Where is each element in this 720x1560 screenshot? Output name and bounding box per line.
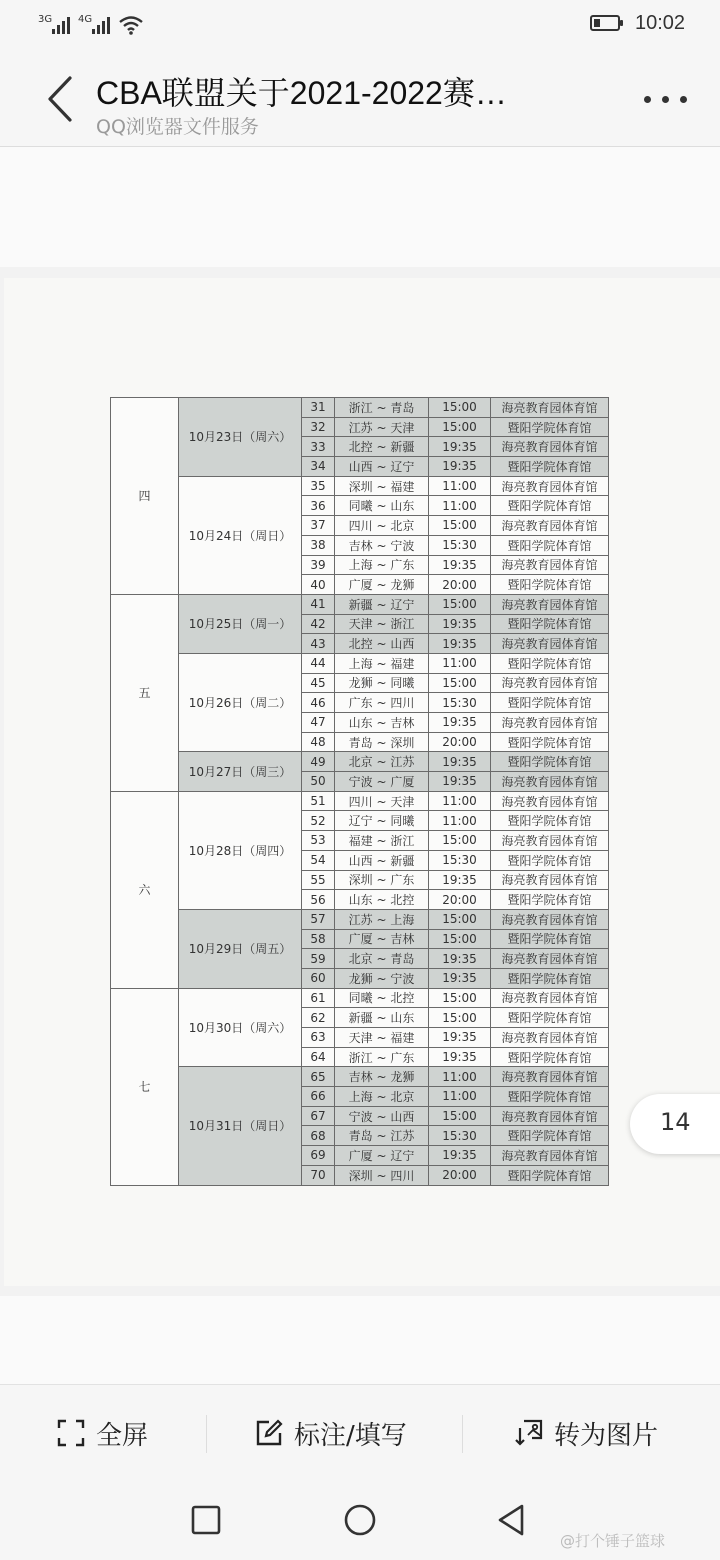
match-cell: 山东 ~ 北控 [335, 890, 429, 910]
venue-cell: 暨阳学院体育馆 [491, 1165, 609, 1185]
time-cell: 15:00 [429, 1008, 491, 1028]
date-cell: 10月27日（周三） [179, 752, 302, 791]
image-convert-icon [514, 1418, 544, 1448]
match-cell: 江苏 ~ 上海 [335, 909, 429, 929]
venue-cell: 暨阳学院体育馆 [491, 1047, 609, 1067]
time-cell: 15:00 [429, 417, 491, 437]
time-cell: 15:00 [429, 831, 491, 851]
convert-to-image-button[interactable] [514, 1415, 658, 1451]
table-row [111, 988, 609, 1008]
num-cell: 37 [302, 516, 335, 536]
match-cell: 北控 ~ 山西 [335, 634, 429, 654]
match-cell: 山东 ~ 吉林 [335, 713, 429, 733]
match-cell: 吉林 ~ 龙狮 [335, 1067, 429, 1087]
venue-cell: 海亮教育园体育馆 [491, 634, 609, 654]
num-cell: 58 [302, 929, 335, 949]
venue-cell: 海亮教育园体育馆 [491, 1028, 609, 1048]
venue-cell: 海亮教育园体育馆 [491, 713, 609, 733]
time-cell: 11:00 [429, 1087, 491, 1107]
table-row [111, 909, 609, 929]
schedule-table [110, 397, 609, 1186]
match-cell: 青岛 ~ 深圳 [335, 732, 429, 752]
annotate-label: 标注/填写 [294, 1420, 407, 1451]
time-cell: 19:35 [429, 870, 491, 890]
time-cell: 15:30 [429, 850, 491, 870]
edit-icon [254, 1418, 284, 1448]
match-cell: 广厦 ~ 龙狮 [335, 575, 429, 595]
convert-to-image-label: 转为图片 [554, 1420, 659, 1451]
venue-cell: 海亮教育园体育馆 [491, 398, 609, 418]
bottom-toolbar [0, 1384, 720, 1481]
match-cell: 宁波 ~ 广厦 [335, 772, 429, 792]
clock: 10:02 [635, 12, 686, 34]
venue-cell: 海亮教育园体育馆 [491, 772, 609, 792]
num-cell: 59 [302, 949, 335, 969]
venue-cell: 海亮教育园体育馆 [491, 949, 609, 969]
battery-icon [590, 15, 620, 31]
toolbar-divider [206, 1415, 207, 1453]
page-subtitle: QQ浏览器文件服务 [96, 116, 259, 138]
page-title: CBA联盟关于2021-2022赛… [96, 75, 507, 111]
venue-cell: 海亮教育园体育馆 [491, 791, 609, 811]
num-cell: 61 [302, 988, 335, 1008]
match-cell: 新疆 ~ 辽宁 [335, 594, 429, 614]
match-cell: 青岛 ~ 江苏 [335, 1126, 429, 1146]
num-cell: 53 [302, 831, 335, 851]
num-cell: 49 [302, 752, 335, 772]
time-cell: 20:00 [429, 575, 491, 595]
match-cell: 天津 ~ 福建 [335, 1028, 429, 1048]
date-cell: 10月23日（周六） [179, 398, 302, 477]
watermark: @打个锤子篮球 [560, 1532, 666, 1550]
num-cell: 70 [302, 1165, 335, 1185]
toolbar-divider-2 [462, 1415, 463, 1453]
match-cell: 广厦 ~ 辽宁 [335, 1146, 429, 1166]
num-cell: 69 [302, 1146, 335, 1166]
date-cell: 10月31日（周日） [179, 1067, 302, 1185]
fullscreen-icon [56, 1418, 86, 1448]
venue-cell: 暨阳学院体育馆 [491, 890, 609, 910]
match-cell: 北控 ~ 新疆 [335, 437, 429, 457]
fullscreen-button[interactable] [56, 1415, 148, 1451]
num-cell: 57 [302, 909, 335, 929]
venue-cell: 暨阳学院体育馆 [491, 968, 609, 988]
venue-cell: 海亮教育园体育馆 [491, 476, 609, 496]
num-cell: 63 [302, 1028, 335, 1048]
match-cell: 福建 ~ 浙江 [335, 831, 429, 851]
num-cell: 31 [302, 398, 335, 418]
venue-cell: 暨阳学院体育馆 [491, 732, 609, 752]
match-cell: 江苏 ~ 天津 [335, 417, 429, 437]
num-cell: 42 [302, 614, 335, 634]
num-cell: 66 [302, 1087, 335, 1107]
date-cell: 10月26日（周二） [179, 653, 302, 751]
num-cell: 40 [302, 575, 335, 595]
annotate-button[interactable] [254, 1415, 407, 1451]
num-cell: 62 [302, 1008, 335, 1028]
num-cell: 68 [302, 1126, 335, 1146]
status-bar [0, 0, 720, 50]
match-cell: 辽宁 ~ 同曦 [335, 811, 429, 831]
num-cell: 44 [302, 653, 335, 673]
num-cell: 33 [302, 437, 335, 457]
round-cell: 五 [111, 594, 179, 791]
match-cell: 山西 ~ 新疆 [335, 850, 429, 870]
match-cell: 吉林 ~ 宁波 [335, 535, 429, 555]
venue-cell: 海亮教育园体育馆 [491, 1106, 609, 1126]
num-cell: 67 [302, 1106, 335, 1126]
match-cell: 同曦 ~ 北控 [335, 988, 429, 1008]
signal-bars-icon [52, 16, 72, 34]
venue-cell: 暨阳学院体育馆 [491, 811, 609, 831]
time-cell: 19:35 [429, 1146, 491, 1166]
page-number: 14 [660, 1108, 691, 1136]
num-cell: 41 [302, 594, 335, 614]
num-cell: 34 [302, 457, 335, 477]
time-cell: 15:00 [429, 516, 491, 536]
table-row [111, 752, 609, 772]
time-cell: 20:00 [429, 732, 491, 752]
venue-cell: 暨阳学院体育馆 [491, 457, 609, 477]
time-cell: 15:30 [429, 693, 491, 713]
time-cell: 15:00 [429, 398, 491, 418]
venue-cell: 暨阳学院体育馆 [491, 850, 609, 870]
venue-cell: 海亮教育园体育馆 [491, 831, 609, 851]
round-cell: 七 [111, 988, 179, 1185]
match-cell: 北京 ~ 青岛 [335, 949, 429, 969]
signal-bars-icon-2 [92, 16, 112, 34]
time-cell: 19:35 [429, 437, 491, 457]
time-cell: 11:00 [429, 791, 491, 811]
match-cell: 深圳 ~ 福建 [335, 476, 429, 496]
network-3g-label: 3G [38, 14, 53, 25]
match-cell: 浙江 ~ 青岛 [335, 398, 429, 418]
num-cell: 32 [302, 417, 335, 437]
time-cell: 15:30 [429, 535, 491, 555]
time-cell: 15:00 [429, 929, 491, 949]
venue-cell: 海亮教育园体育馆 [491, 673, 609, 693]
next-page [0, 1296, 720, 1384]
num-cell: 54 [302, 850, 335, 870]
table-row [111, 594, 609, 614]
round-cell: 四 [111, 398, 179, 595]
venue-cell: 暨阳学院体育馆 [491, 653, 609, 673]
match-cell: 天津 ~ 浙江 [335, 614, 429, 634]
num-cell: 52 [302, 811, 335, 831]
time-cell: 19:35 [429, 634, 491, 654]
match-cell: 龙狮 ~ 同曦 [335, 673, 429, 693]
time-cell: 15:00 [429, 988, 491, 1008]
table-row [111, 1067, 609, 1087]
num-cell: 39 [302, 555, 335, 575]
match-cell: 山西 ~ 辽宁 [335, 457, 429, 477]
match-cell: 广厦 ~ 吉林 [335, 929, 429, 949]
match-cell: 龙狮 ~ 宁波 [335, 968, 429, 988]
venue-cell: 海亮教育园体育馆 [491, 594, 609, 614]
time-cell: 15:00 [429, 673, 491, 693]
venue-cell: 海亮教育园体育馆 [491, 1146, 609, 1166]
match-cell: 新疆 ~ 山东 [335, 1008, 429, 1028]
date-cell: 10月30日（周六） [179, 988, 302, 1067]
table-row [111, 398, 609, 418]
time-cell: 15:00 [429, 909, 491, 929]
table-row [111, 653, 609, 673]
time-cell: 15:00 [429, 594, 491, 614]
time-cell: 15:30 [429, 1126, 491, 1146]
venue-cell: 暨阳学院体育馆 [491, 535, 609, 555]
time-cell: 19:35 [429, 772, 491, 792]
num-cell: 46 [302, 693, 335, 713]
date-cell: 10月25日（周一） [179, 594, 302, 653]
time-cell: 11:00 [429, 811, 491, 831]
match-cell: 深圳 ~ 四川 [335, 1165, 429, 1185]
num-cell: 38 [302, 535, 335, 555]
time-cell: 19:35 [429, 1028, 491, 1048]
time-cell: 19:35 [429, 968, 491, 988]
num-cell: 65 [302, 1067, 335, 1087]
match-cell: 四川 ~ 北京 [335, 516, 429, 536]
time-cell: 19:35 [429, 614, 491, 634]
time-cell: 19:35 [429, 752, 491, 772]
wifi-icon [118, 14, 144, 36]
date-cell: 10月28日（周四） [179, 791, 302, 909]
fullscreen-label: 全屏 [96, 1420, 149, 1451]
time-cell: 11:00 [429, 1067, 491, 1087]
more-horizontal-icon[interactable] [640, 92, 690, 108]
venue-cell: 暨阳学院体育馆 [491, 752, 609, 772]
app-header [0, 50, 720, 147]
num-cell: 56 [302, 890, 335, 910]
venue-cell: 暨阳学院体育馆 [491, 496, 609, 516]
venue-cell: 暨阳学院体育馆 [491, 929, 609, 949]
venue-cell: 暨阳学院体育馆 [491, 693, 609, 713]
num-cell: 35 [302, 476, 335, 496]
chevron-left-icon[interactable] [40, 74, 80, 124]
time-cell: 19:35 [429, 457, 491, 477]
match-cell: 宁波 ~ 山西 [335, 1106, 429, 1126]
time-cell: 15:00 [429, 1106, 491, 1126]
time-cell: 11:00 [429, 653, 491, 673]
venue-cell: 暨阳学院体育馆 [491, 575, 609, 595]
num-cell: 51 [302, 791, 335, 811]
num-cell: 45 [302, 673, 335, 693]
match-cell: 上海 ~ 福建 [335, 653, 429, 673]
venue-cell: 暨阳学院体育馆 [491, 1087, 609, 1107]
network-4g-label: 4G [78, 14, 93, 25]
num-cell: 43 [302, 634, 335, 654]
venue-cell: 暨阳学院体育馆 [491, 1008, 609, 1028]
venue-cell: 海亮教育园体育馆 [491, 909, 609, 929]
num-cell: 64 [302, 1047, 335, 1067]
venue-cell: 暨阳学院体育馆 [491, 614, 609, 634]
square-icon[interactable] [188, 1502, 224, 1538]
venue-cell: 海亮教育园体育馆 [491, 870, 609, 890]
table-row [111, 476, 609, 496]
num-cell: 55 [302, 870, 335, 890]
date-cell: 10月29日（周五） [179, 909, 302, 988]
time-cell: 11:00 [429, 476, 491, 496]
venue-cell: 海亮教育园体育馆 [491, 555, 609, 575]
venue-cell: 暨阳学院体育馆 [491, 1126, 609, 1146]
num-cell: 48 [302, 732, 335, 752]
num-cell: 36 [302, 496, 335, 516]
match-cell: 北京 ~ 江苏 [335, 752, 429, 772]
round-cell: 六 [111, 791, 179, 988]
time-cell: 20:00 [429, 1165, 491, 1185]
table-row [111, 791, 609, 811]
triangle-back-icon[interactable] [494, 1502, 530, 1538]
match-cell: 广东 ~ 四川 [335, 693, 429, 713]
num-cell: 50 [302, 772, 335, 792]
match-cell: 同曦 ~ 山东 [335, 496, 429, 516]
circle-icon[interactable] [342, 1502, 378, 1538]
venue-cell: 海亮教育园体育馆 [491, 437, 609, 457]
date-cell: 10月24日（周日） [179, 476, 302, 594]
previous-page [0, 147, 720, 267]
match-cell: 浙江 ~ 广东 [335, 1047, 429, 1067]
match-cell: 上海 ~ 广东 [335, 555, 429, 575]
venue-cell: 海亮教育园体育馆 [491, 1067, 609, 1087]
venue-cell: 海亮教育园体育馆 [491, 988, 609, 1008]
venue-cell: 暨阳学院体育馆 [491, 417, 609, 437]
venue-cell: 海亮教育园体育馆 [491, 516, 609, 536]
match-cell: 深圳 ~ 广东 [335, 870, 429, 890]
num-cell: 47 [302, 713, 335, 733]
page-number-badge[interactable] [630, 1094, 720, 1154]
time-cell: 19:35 [429, 1047, 491, 1067]
time-cell: 19:35 [429, 555, 491, 575]
num-cell: 60 [302, 968, 335, 988]
match-cell: 上海 ~ 北京 [335, 1087, 429, 1107]
time-cell: 19:35 [429, 713, 491, 733]
match-cell: 四川 ~ 天津 [335, 791, 429, 811]
time-cell: 11:00 [429, 496, 491, 516]
time-cell: 20:00 [429, 890, 491, 910]
time-cell: 19:35 [429, 949, 491, 969]
